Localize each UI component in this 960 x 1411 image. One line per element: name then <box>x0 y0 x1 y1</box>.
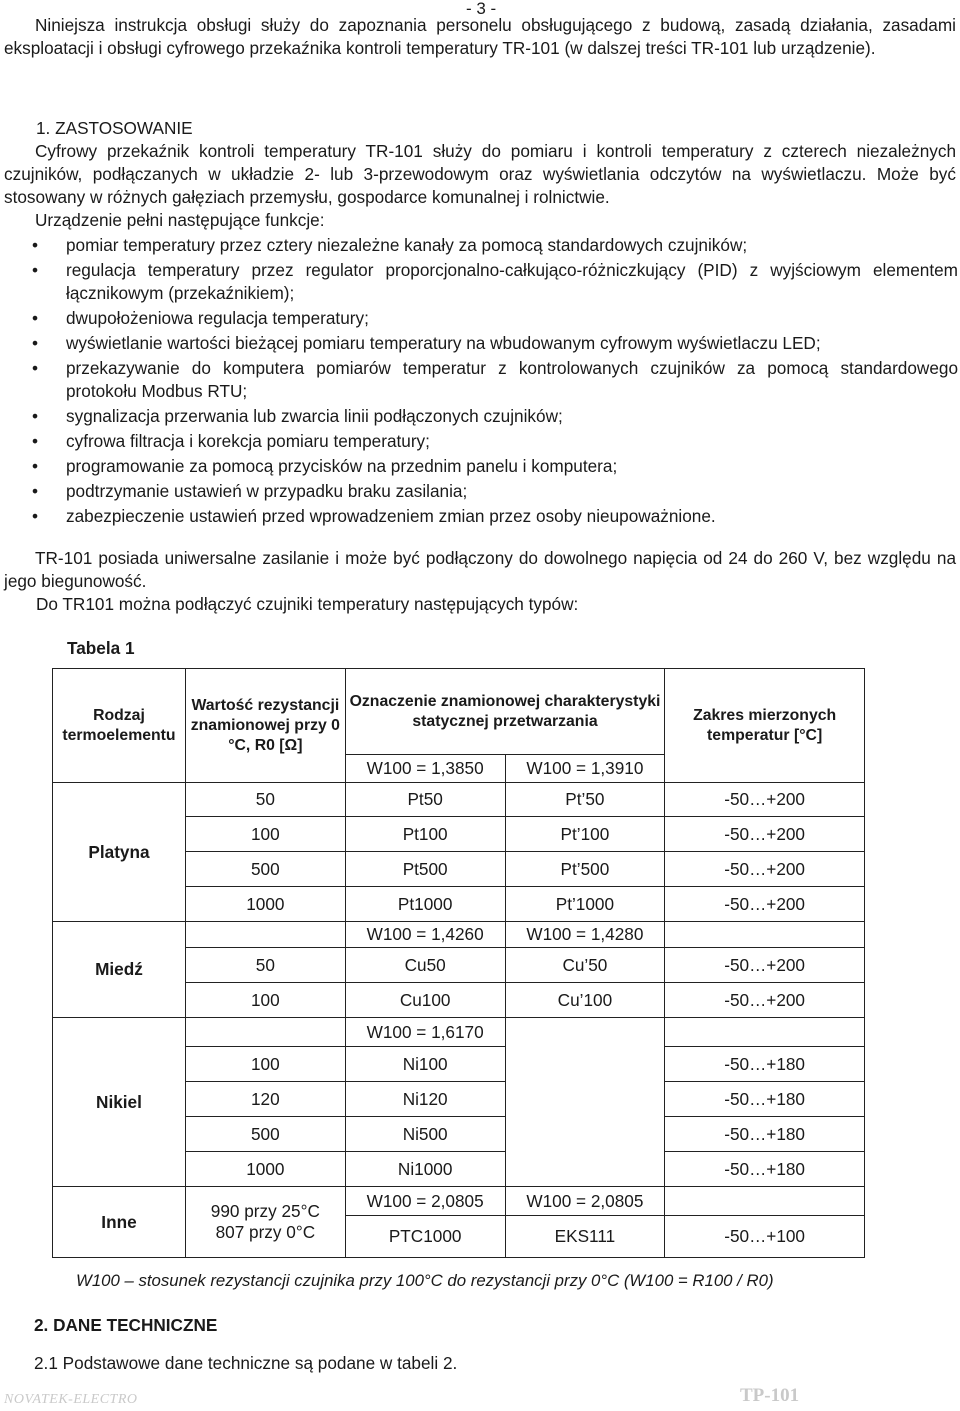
group-copper: Miedź <box>53 922 186 1018</box>
bullet-icon: • <box>32 358 39 378</box>
table-cell: -50…+200 <box>665 983 865 1018</box>
table-cell: Pt500 <box>345 852 505 887</box>
table-cell: Ni500 <box>345 1117 505 1152</box>
other-r0-line1: 990 przy 25°C <box>210 1201 320 1221</box>
list-item: • cyfrowa filtracja i korekcja pomiaru temperatury; <box>32 431 430 451</box>
table-cell: 50 <box>185 948 345 983</box>
table-cell: 1000 <box>185 887 345 922</box>
intro-paragraph: Niniejsza instrukcja obsługi służy do zapoznania personelu obsługującego z budową, zasadą działania, zasadami eksploatacji i obsługi cyfrowego przekaźnika kontroli temperatury TR-101 (w dalszej treści TR-101 lub urządzenie). <box>4 15 956 58</box>
table-cell <box>505 1018 665 1187</box>
w100-cell: W100 = 1,4280 <box>505 922 665 948</box>
table-cell: -50…+200 <box>665 817 865 852</box>
table-cell: 500 <box>185 852 345 887</box>
bullet-icon: • <box>32 481 39 501</box>
supply-paragraph: TR-101 posiada uniwersalne zasilanie i może być podłączony do dowolnego napięcia od 24 do 260 V, bez względu na jego biegunowość. <box>4 548 956 591</box>
table-cell: Cu50 <box>345 948 505 983</box>
table-cell: Pt’500 <box>505 852 665 887</box>
table-cell: -50…+200 <box>665 852 865 887</box>
table-cell: Cu100 <box>345 983 505 1018</box>
table-cell: -50…+180 <box>665 1082 865 1117</box>
table-cell: -50…+200 <box>665 783 865 817</box>
table-cell <box>665 1187 865 1216</box>
table-1-caption: Tabela 1 <box>67 638 135 658</box>
list-item: • sygnalizacja przerwania lub zwarcia linii podłączonych czujników; <box>32 406 563 426</box>
table-cell: Pt100 <box>345 817 505 852</box>
table-cell: 500 <box>185 1117 345 1152</box>
table-cell: Ni1000 <box>345 1152 505 1187</box>
bullet-icon: • <box>32 333 39 353</box>
table-cell <box>185 1018 345 1047</box>
functions-intro: Urządzenie pełni następujące funkcje: <box>35 210 325 230</box>
table-cell <box>185 1187 345 1258</box>
table-cell <box>665 1018 865 1047</box>
section-2-1-text: 2.1 Podstawowe dane techniczne są podane w tabeli 2. <box>34 1353 458 1373</box>
w100-cell: W100 = 1,6170 <box>345 1018 505 1047</box>
list-item: • wyświetlanie wartości bieżącej pomiaru temperatury na wbudowanym cyfrowym wyświetlaczu LED; <box>32 333 821 353</box>
list-item: • dwupołożeniowa regulacja temperatury; <box>32 308 369 328</box>
page-number: - 3 - <box>466 0 497 18</box>
group-platinum: Platyna <box>53 783 186 922</box>
header-designation: Oznaczenie znamionowej charakterystyki statycznej przetwarzania <box>345 669 665 755</box>
bullet-icon: • <box>32 235 39 255</box>
table-cell: -50…+200 <box>665 887 865 922</box>
w100-cell: W100 = 1,3910 <box>505 755 665 783</box>
bullet-icon: • <box>32 260 39 280</box>
list-item: • regulacja temperatury przez regulator proporcjonalno-całkująco-różniczkujący (PID) z wyjściowym elementem łącznikowym (przekaźnikiem); <box>32 260 958 303</box>
w100-cell: W100 = 2,0805 <box>505 1187 665 1216</box>
list-item: • przekazywanie do komputera pomiarów temperatur z kontrolowanych czujników za pomocą standardowego protokołu Modbus RTU; <box>32 358 958 401</box>
sensor-types-table <box>52 668 865 1258</box>
section-1-body: Cyfrowy przekaźnik kontroli temperatury TR-101 służy do pomiaru i kontroli temperatury z czterech niezależnych czujników, podłączanych w układzie 2- lub 3-przewodowym oraz wyświetlania odczytów na wyświetlaczu. Może być stosowany w różnych gałęziach przemysłu, gospodarce komunalnej i rolnictwie. <box>4 141 956 207</box>
table-cell: -50…+200 <box>665 948 865 983</box>
table-cell: Cu’50 <box>505 948 665 983</box>
functions-list <box>0 234 958 530</box>
table-cell: -50…+180 <box>665 1047 865 1082</box>
table-cell: Pt50 <box>345 783 505 817</box>
list-item: • zabezpieczenie ustawień przed wprowadzeniem zmian przez osoby nieupoważnione. <box>32 506 716 526</box>
section-2-heading: 2. DANE TECHNICZNE <box>34 1315 218 1335</box>
table-cell: 100 <box>185 817 345 852</box>
bullet-icon: • <box>32 456 39 476</box>
table-cell: 120 <box>185 1082 345 1117</box>
w100-cell: W100 = 2,0805 <box>345 1187 505 1216</box>
footer-brand: NOVATEK-ELECTRO <box>4 1392 138 1407</box>
table-cell: Pt1000 <box>345 887 505 922</box>
list-item: • pomiar temperatury przez cztery niezależne kanały za pomocą standardowych czujników; <box>32 235 748 255</box>
table-cell: Pt’1000 <box>505 887 665 922</box>
section-1-heading: 1. ZASTOSOWANIE <box>36 118 193 138</box>
table-cell: Pt’100 <box>505 817 665 852</box>
footer-model: TP-101 <box>740 1385 800 1406</box>
table-cell: PTC1000 <box>345 1216 505 1258</box>
group-nickel: Nikiel <box>53 1018 186 1187</box>
table-cell: 100 <box>185 1047 345 1082</box>
table-cell: -50…+180 <box>665 1152 865 1187</box>
table-cell: 50 <box>185 783 345 817</box>
header-resistance: Wartość rezystancji znamionowej przy 0 °C, R0 [Ω] <box>185 669 345 783</box>
table-cell: Ni120 <box>345 1082 505 1117</box>
table-cell: 1000 <box>185 1152 345 1187</box>
other-r0-line2: 807 przy 0°C <box>215 1222 316 1242</box>
bullet-icon: • <box>32 431 39 451</box>
bullet-icon: • <box>32 406 39 426</box>
group-other: Inne <box>53 1187 186 1258</box>
table-cell: 100 <box>185 983 345 1018</box>
table-cell: Pt’50 <box>505 783 665 817</box>
table-cell <box>185 922 345 948</box>
table-cell: Ni100 <box>345 1047 505 1082</box>
list-item: • podtrzymanie ustawień w przypadku braku zasilania; <box>32 481 468 501</box>
w100-cell: W100 = 1,4260 <box>345 922 505 948</box>
table-cell: Cu’100 <box>505 983 665 1018</box>
sensor-types-intro: Do TR101 można podłączyć czujniki temperatury następujących typów: <box>36 594 579 614</box>
header-type: Rodzaj termoelementu <box>53 669 186 783</box>
list-item: • programowanie za pomocą przycisków na przednim panelu i komputera; <box>32 456 618 476</box>
table-cell: EKS111 <box>505 1216 665 1258</box>
table-cell: -50…+180 <box>665 1117 865 1152</box>
bullet-icon: • <box>32 308 39 328</box>
header-range: Zakres mierzonych temperatur [°C] <box>665 669 865 783</box>
table-footnote: W100 – stosunek rezystancji czujnika przy 100°C do rezystancji przy 0°C (W100 = R100 / R0) <box>76 1271 774 1290</box>
table-cell <box>665 922 865 948</box>
w100-cell: W100 = 1,3850 <box>345 755 505 783</box>
table-cell: -50…+100 <box>665 1216 865 1258</box>
bullet-icon: • <box>32 506 39 526</box>
